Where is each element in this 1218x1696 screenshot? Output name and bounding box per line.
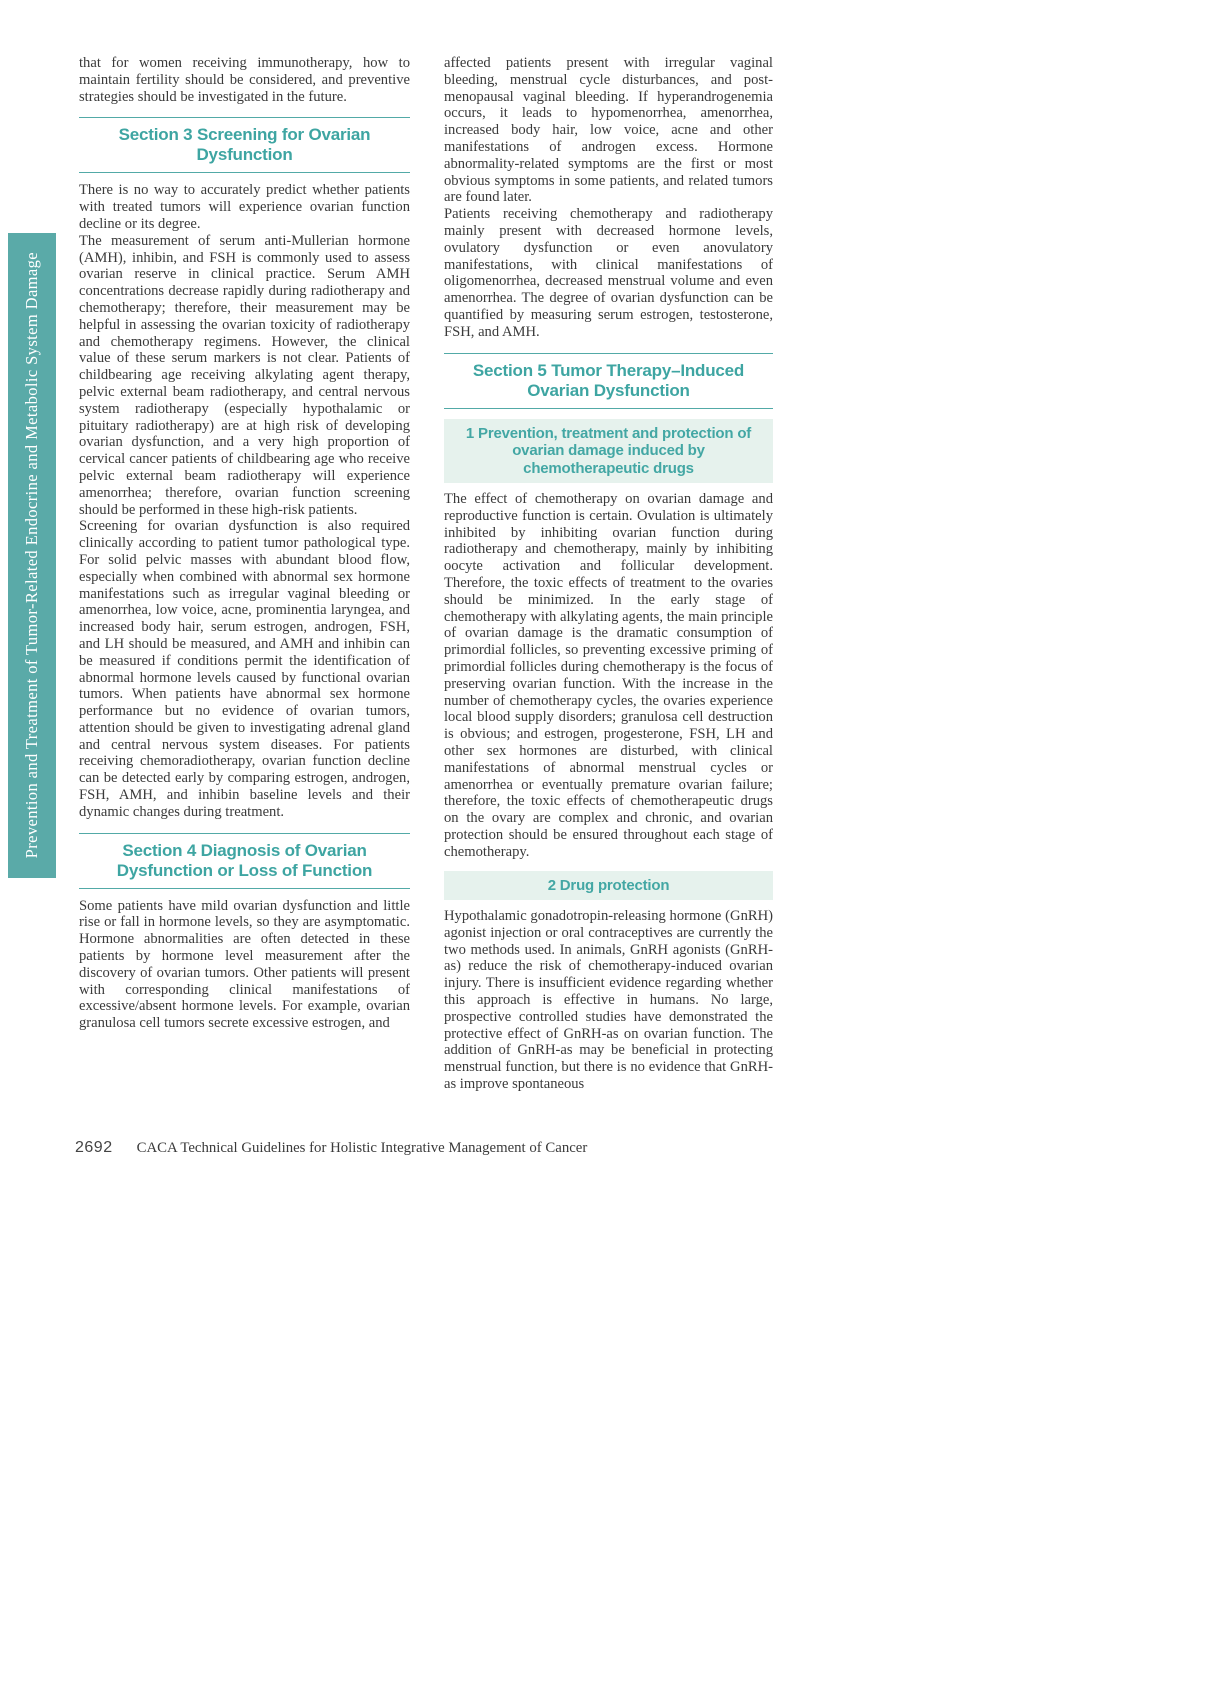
paragraph: Patients receiving chemotherapy and radiotherapy mainly present with decreased hormone levels, ovulatory dysfunction or even anovulatory manifestations, with clinical manifestations of oligomenorrhea, decreased menstrual volume and even amenorrhea. The degree of ovarian dysfunction can be quantified by measuring serum estrogen, testosterone, FSH, and AMH. [444, 206, 773, 340]
paragraph: There is no way to accurately predict whether patients with treated tumors will experience ovarian function decline or its degree. [79, 182, 410, 232]
page-number: 2692 [75, 1139, 113, 1156]
chapter-sidebar-bar [8, 233, 56, 878]
subsection-2-heading [444, 871, 773, 901]
paragraph: affected patients present with irregular vaginal bleeding, menstrual cycle disturbances, and post-menopausal vaginal bleeding. If hyperandrogenemia occurs, it leads to hypomenorrhea, amenorrhea, increased body hair, low voice, acne and other manifestations of androgen excess. Hormone abnormality-related symptoms are the first or most obvious symptoms in some patients, and related tumors are found later. [444, 55, 773, 206]
section-4-title: Section 4 Diagnosis of Ovarian Dysfunction or Loss of Function [116, 840, 373, 880]
running-title: CACA Technical Guidelines for Holistic Integrative Management of Cancer [136, 1140, 588, 1156]
chapter-sidebar-label: Prevention and Treatment of Tumor-Related Endocrine and Metabolic System Damage [22, 252, 41, 859]
paragraph: Some patients have mild ovarian dysfunction and little rise or fall in hormone levels, so they are asymptomatic. Hormone abnormalities are often detected in these patients by hormone level measurement after the discovery of ovarian tumors. Other patients will present with corresponding clinical manifestations of excessive/absent hormone levels. For example, ovarian granulosa cell tumors secrete excessive estrogen, and [79, 897, 410, 1032]
page-footer [75, 1139, 587, 1157]
page-content [79, 55, 773, 1093]
subsection-2-title: 2 Drug protection [547, 876, 670, 894]
paragraph: Screening for ovarian dysfunction is also required clinically according to patient tumor pathological type. For solid pelvic masses with abundant blood flow, especially when combined with abnormal sex hormone manifestations such as irregular vaginal bleeding or amenorrhea, low voice, acne, prominentia laryngea, and increased body hair, serum estrogen, androgen, FSH, and LH should be measured, and AMH and inhibin can be measured if conditions permit the identification of abnormal hormone levels caused by functional ovarian tumors. When patients have abnormal sex hormone performance but no evidence of ovarian tumors, attention should be given to investigating adrenal gland and central nervous system diseases. For patients receiving chemoradiotherapy, ovarian function decline can be detected early by comparing estrogen, androgen, FSH, AMH, and inhibin baseline levels and their dynamic changes during treatment. [79, 518, 410, 820]
section-3-title: Section 3 Screening for Ovarian Dysfunction [118, 125, 371, 165]
section-5-heading [444, 353, 773, 409]
right-column [444, 55, 773, 1093]
section-4-heading [79, 833, 410, 889]
paragraph: Hypothalamic gonadotropin-releasing hormone (GnRH) agonist injection or oral contraceptives are currently the two methods used. In animals, GnRH agonists (GnRH-as) reduce the risk of chemotherapy-induced ovarian injury. There is insufficient evidence regarding whether this approach is effective in humans. No large, prospective controlled studies have demonstrated the protective effect of GnRH-as on ovarian function. The addition of GnRH-as may be beneficial in protecting menstrual function, but there is no evidence that GnRH-as improve spontaneous [444, 908, 773, 1093]
left-column [79, 55, 410, 1093]
subsection-1-title: 1 Prevention, treatment and protection of ovarian damage induced by chemotherapeutic drugs [465, 424, 752, 477]
paragraph-intro: that for women receiving immunotherapy, how to maintain fertility should be considered, and preventive strategies should be investigated in the future. [79, 55, 410, 105]
paragraph: The measurement of serum anti-Mullerian hormone (AMH), inhibin, and FSH is commonly used to assess ovarian reserve in clinical practice. Serum AMH concentrations decrease rapidly during radiotherapy and chemotherapy; therefore, their measurement may be helpful in assessing the ovarian toxicity of radiotherapy and chemotherapy regimens. However, the clinical value of these serum markers is not clear. Patients of childbearing age receiving alkylating agent therapy, pelvic external beam radiotherapy, and central nervous system radiotherapy (especially hypothalamic or pituitary radiotherapy) are at high risk of developing ovarian dysfunction, and a very high proportion of cervical cancer patients of childbearing age who receive pelvic external beam radiotherapy will experience amenorrhea; therefore, ovarian function screening should be performed in these high-risk patients. [79, 232, 410, 518]
section-5-title: Section 5 Tumor Therapy–Induced Ovarian Dysfunction [472, 360, 745, 400]
section-3-heading [79, 117, 410, 173]
subsection-1-heading [444, 419, 773, 484]
paragraph: The effect of chemotherapy on ovarian damage and reproductive function is certain. Ovulation is ultimately inhibited by inhibiting ovarian function during radiotherapy and chemotherapy, mainly by inhibiting oocyte activation and follicular development. Therefore, the toxic effects of treatment to the ovaries should be minimized. In the early stage of chemotherapy with alkylating agents, the main principle of ovarian damage is the dramatic consumption of primordial follicles, so preventing excessive priming of primordial follicles during chemotherapy is the focus of preserving ovarian function. With the increase in the number of chemotherapy cycles, the ovaries experience local blood supply disorders; granulosa cell destruction is obvious; and estrogen, progesterone, FSH, LH and other sex hormones are disturbed, with clinical manifestations of abnormal menstrual cycles or amenorrhea or eventually premature ovarian failure; therefore, the toxic effects of chemotherapeutic drugs on the ovary are complex and chronic, and ovarian protection should be ensured throughout each stage of chemotherapy. [444, 491, 773, 860]
